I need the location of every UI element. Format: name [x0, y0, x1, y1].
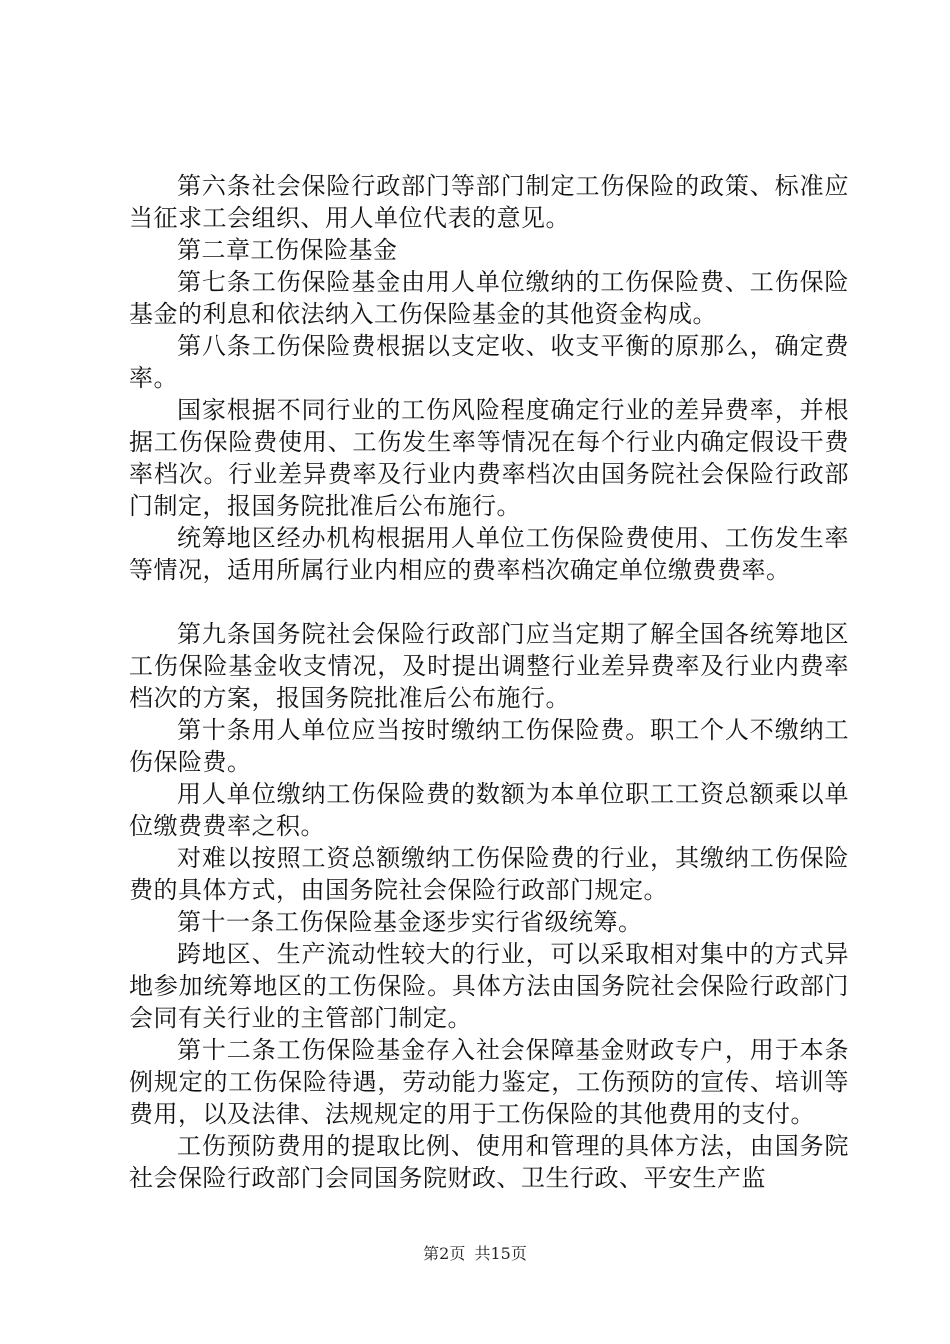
paragraph-contribution-amount: 用人单位缴纳工伤保险费的数额为本单位职工工资总额乘以单位缴费费率之积。 [129, 780, 849, 840]
page-footer [0, 1244, 950, 1264]
paragraph-agency-rates: 统筹地区经办机构根据用人单位工伤保险费使用、工伤发生率等情况，适用所属行业内相应的费率档次确定单位缴费费率。 [129, 524, 849, 584]
paragraph-article-8: 第八条工伤保险费根据以支定收、收支平衡的原那么，确定费率。 [129, 332, 849, 392]
paragraph-article-9: 第九条国务院社会保险行政部门应当定期了解全国各统筹地区工伤保险基金收支情况，及时提出调整行业差异费率及行业内费率档次的方案，报国务院批准后公布施行。 [129, 620, 849, 712]
document-body [129, 170, 849, 1194]
paragraph-article-12: 第十二条工伤保险基金存入社会保障基金财政专户，用于本条例规定的工伤保险待遇，劳动能力鉴定，工伤预防的宣传、培训等费用，以及法律、法规规定的用于工伤保险的其他费用的支付。 [129, 1036, 849, 1128]
paragraph-article-11: 第十一条工伤保险基金逐步实行省级统筹。 [177, 908, 643, 936]
paragraph-article-7: 第七条工伤保险基金由用人单位缴纳的工伤保险费、工伤保险基金的利息和依法纳入工伤保险基金的其他资金构成。 [129, 268, 849, 328]
paragraph-cross-region: 跨地区、生产流动性较大的行业，可以采取相对集中的方式异地参加统筹地区的工伤保险。具体方法由国务院社会保险行政部门会同有关行业的主管部门制定。 [129, 940, 849, 1032]
page-number: 第2页 [423, 1244, 466, 1263]
paragraph-prevention-costs: 工伤预防费用的提取比例、使用和管理的具体方法，由国务院社会保险行政部门会同国务院财政、卫生行政、平安生产监 [129, 1132, 849, 1192]
paragraph-article-10: 第十条用人单位应当按时缴纳工伤保险费。职工个人不缴纳工伤保险费。 [129, 716, 849, 776]
paragraph-article-6: 第六条社会保险行政部门等部门制定工伤保险的政策、标准应当征求工会组织、用人单位代表的意见。 [129, 172, 849, 232]
paragraph-industry-rates: 国家根据不同行业的工伤风险程度确定行业的差异费率，并根据工伤保险费使用、工伤发生率等情况在每个行业内确定假设干费率档次。行业差异费率及行业内费率档次由国务院社会保险行政部门制定，报国务院批准后公布施行。 [129, 396, 849, 520]
chapter-2-heading: 第二章工伤保险基金 [177, 236, 398, 264]
page-total: 共15页 [474, 1244, 527, 1263]
paragraph-special-industries: 对难以按照工资总额缴纳工伤保险费的行业，其缴纳工伤保险费的具体方式，由国务院社会保险行政部门规定。 [129, 844, 849, 904]
